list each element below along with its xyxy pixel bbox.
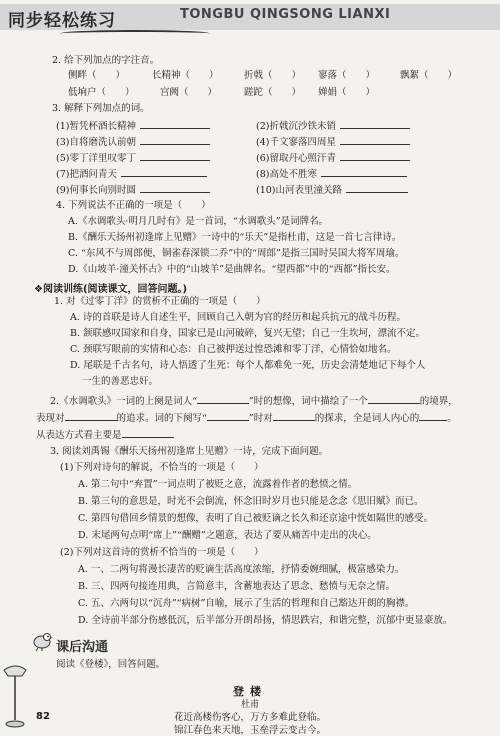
page-number: 82	[36, 711, 50, 722]
r-q3-sub1-option: C. 第四句借回乡情景的想像，表明了自己被贬谪之长久和还京途中恍如隔世的感受。	[78, 513, 433, 524]
q2-item: 侧畔（ ）	[68, 70, 126, 81]
r-q3-sub2-option: D. 全诗前半部分伤感低沉，后半部分开朗昂扬，情思跌宕，和谐完整，沉郁中更显豪放。	[78, 615, 453, 626]
q3-item: (3)自将磨洗认前朝	[56, 135, 210, 149]
lamp-decoration-icon	[0, 660, 30, 733]
q3-item: (9)何事长向别时圆	[56, 183, 210, 197]
q3-item: (6)留取丹心照汗青	[256, 151, 410, 165]
r-q2-line3: 从表达方式看主要是	[36, 428, 174, 442]
r-q3-sub1-option: A. 第二句中“弃置”一词点明了被贬之意，流露着作者的愁愤之情。	[78, 479, 358, 490]
reading-heading: ❖阅读训练(阅读课文，回答问题。)	[34, 284, 188, 295]
r-q1-option: A. 诗的首联是诗人自述生平，回顾自己入朝为官的经历和起兵抗元的战斗历程。	[70, 312, 406, 323]
r-q1-option-cont: 一生的善恶忠奸。	[82, 376, 159, 387]
q2-item: 蹉跎（ ）	[244, 87, 302, 98]
poem-line: 锦江春色来天地，玉垒浮云变古今。	[173, 725, 326, 736]
r-q1-stem: 1. 对《过零丁洋》的赏析不正确的一项是（ ）	[54, 296, 266, 307]
q2-item: 长精神（ ）	[152, 70, 219, 81]
q4-option: B.《酬乐天扬州初逢席上见赠》一诗中的“乐天”是指杜甫，这是一首七言律诗。	[68, 232, 402, 243]
r-q3-stem: 3. 阅读刘禹锡《酬乐天扬州初逢席上见赠》一诗，完成下面问题。	[50, 446, 329, 457]
r-q3-sub1-option: B. 第三句的意思是，时光不会倒流，怀念旧时岁月也只能是念念《思旧赋》而已。	[78, 496, 424, 507]
q2-item: 飘絮（ ）	[400, 70, 458, 81]
r-q3-sub2: (2)下列对这首诗的赏析不恰当的一项是（ ）	[60, 547, 264, 558]
q4-stem: 4. 下列说法不正确的一项是（ ）	[56, 200, 211, 211]
r-q2-line1: 2.《水调歌头》一词的上阕是词人“ ”时的想像，词中描绘了一个 的境界，	[50, 396, 458, 407]
r-q2-line2: 表现对 的追求。词的下阕写“ ”时对 的探求，全是词人内心的 。	[36, 413, 457, 424]
r-q3-sub1-option: D. 末尾两句点明“席上”“酬赠”之题意，表达了要从痛苦中走出的决心。	[78, 530, 377, 541]
after-class-instruction: 阅读《登楼》，回答问题。	[56, 659, 166, 670]
r-q1-option: C. 颈联写眼前的实情和心态：自己被押送过惶恐滩和零丁洋，心情恰如地名。	[70, 344, 397, 355]
after-class-heading: 课后沟通	[56, 640, 109, 655]
r-q1-option: D. 尾联是千古名句，诗人悟透了生死：每个人都难免一死，历史会清楚地记下每个人	[70, 360, 426, 371]
q3-stem: 3. 解释下列加点的词。	[52, 103, 150, 114]
r-q3-sub2-option: C. 五、六两句以“沉舟”“病树”自喻，展示了生活的哲理和自己豁达开朗的胸襟。	[78, 598, 415, 609]
poem-line: 花近高楼伤客心，万方多难此登临。	[173, 712, 326, 723]
q3-item: (8)高处不胜寒	[256, 167, 407, 181]
header-pinyin: TONGBU QINGSONG LIANXI	[180, 7, 391, 22]
q2-item: 宫阙（ ）	[160, 87, 218, 98]
q2-stem: 2. 给下列加点的字注音。	[52, 55, 160, 66]
r-q3-sub1: (1)下列对诗句的解说，不恰当的一项是（ ）	[60, 462, 264, 473]
q2-item: 折戟（ ）	[244, 70, 302, 81]
q3-item: (10)山河表里潼关路	[256, 183, 408, 197]
header-title: 同步轻松练习	[8, 11, 116, 31]
bird-icon	[30, 628, 54, 652]
r-q3-sub2-option: A. 一、二两句将漫长凄苦的贬谪生活高度浓缩，抒情委婉细腻，极富感染力。	[78, 564, 405, 575]
q2-item: 低垧户（ ）	[68, 87, 135, 98]
r-q1-option: B. 颔联感叹国家和自身，国家已是山河破碎，复兴无望；自己一生坎坷，漂流不定。	[70, 328, 426, 339]
q4-option: C. “东风不与周郎便，铜雀春深锁二乔”中的“周郎”是指三国时吴国大将军周瑜。	[68, 248, 405, 259]
q3-item: (4)千文寥落四周星	[256, 135, 410, 149]
q3-item: (7)把酒问青天	[56, 167, 207, 181]
q3-item: (2)折戟沉沙铁未销	[256, 119, 410, 133]
r-q3-sub2-option: B. 三、四两句接连用典，言简意丰，含蓄地表达了思念、愁愤与无奈之情。	[78, 581, 396, 592]
q4-option: D.《山坡羊·潼关怀古》中的“山坡羊”是曲牌名。“望西都”中的“西都”指长安。	[68, 264, 396, 275]
q2-item: 婵娟（ ）	[318, 87, 376, 98]
poem-author: 杜甫	[240, 700, 259, 710]
q3-item: (5)零丁洋里叹零丁	[56, 151, 210, 165]
poem-title: 登楼	[233, 685, 267, 698]
q4-option: A.《水调歌头·明月几时有》是一首词，“水调歌头”是词牌名。	[68, 216, 329, 227]
q3-item: (1)暂凭杯酒长精神	[56, 119, 210, 133]
q2-item: 寥落（ ）	[318, 70, 376, 81]
